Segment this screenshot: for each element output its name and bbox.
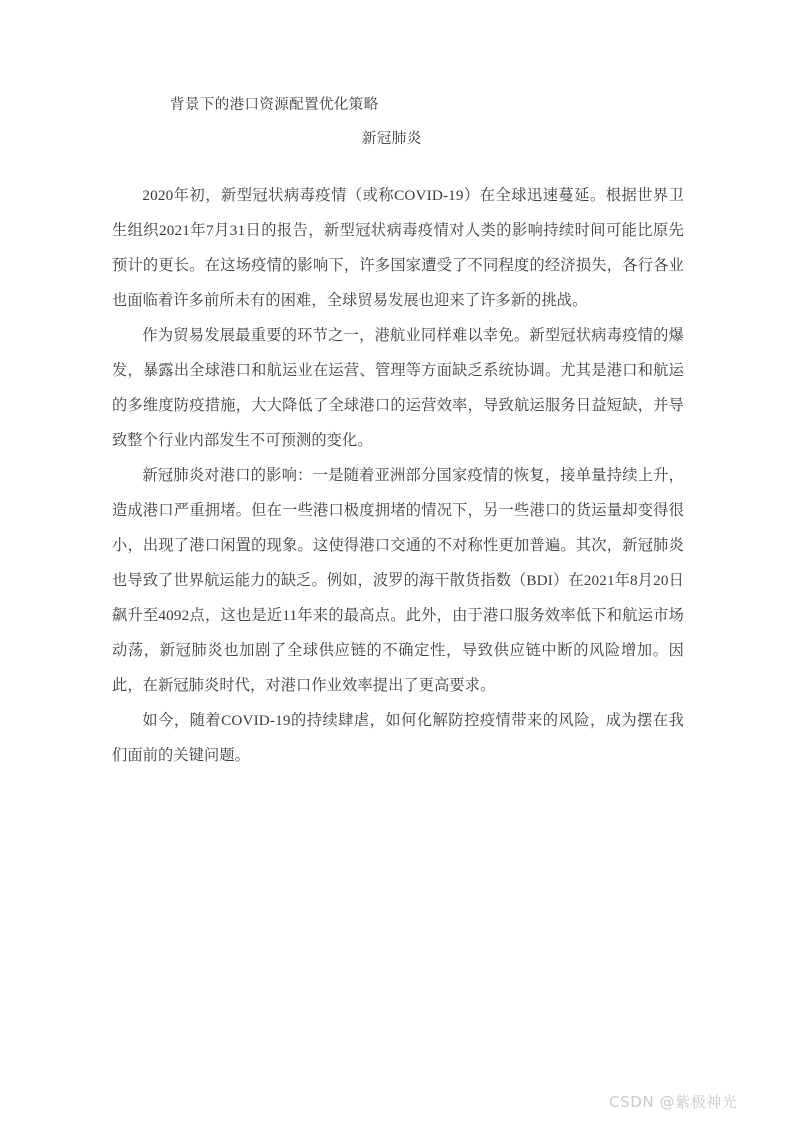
document-body — [112, 88, 684, 773]
csdn-watermark: CSDN @紫极神光 — [609, 1093, 738, 1111]
body-paragraph-1: 2020年初，新型冠状病毒疫情（或称COVID-19）在全球迅速蔓延。根据世界卫生组织2021年7月31日的报告，新型冠状病毒疫情对人类的影响持续时间可能比原先预计的更长。在这场疫情的影响下，许多国家遭受了不同程度的经济损失，各行各业也面临着许多前所未有的困难，全球贸易发展也迎来了许多新的挑战。 — [112, 187, 684, 309]
document-title-line-1: 背景下的港口资源配置优化策略 — [170, 97, 379, 113]
body-paragraph-4: 如今，随着COVID-19的持续肆虐，如何化解防控疫情带来的风险，成为摆在我们面前的关键问题。 — [112, 712, 684, 764]
document-title-line-2: 新冠肺炎 — [362, 131, 422, 147]
body-paragraph-2: 作为贸易发展最重要的环节之一，港航业同样难以幸免。新型冠状病毒疫情的爆发，暴露出全球港口和航运业在运营、管理等方面缺乏系统协调。尤其是港口和航运的多维度防疫措施，大大降低了全球港口的运营效率，导致航运服务日益短缺，并导致整个行业内部发生不可预测的变化。 — [112, 327, 684, 449]
body-paragraph-3: 新冠肺炎对港口的影响：一是随着亚洲部分国家疫情的恢复，接单量持续上升，造成港口严重拥堵。但在一些港口极度拥堵的情况下，另一些港口的货运量却变得很小，出现了港口闲置的现象。这使得港口交通的不对称性更加普遍。其次，新冠肺炎也导致了世界航运能力的缺乏。例如，波罗的海干散货指数（BDI）在2021年8月20日飙升至4092点，这也是近11年来的最高点。此外，由于港口服务效率低下和航运市场动荡，新冠肺炎也加剧了全球供应链的不确定性，导致供应链中断的风险增加。因此，在新冠肺炎时代，对港口作业效率提出了更高要求。 — [112, 467, 684, 694]
title-body-spacer — [112, 156, 684, 178]
